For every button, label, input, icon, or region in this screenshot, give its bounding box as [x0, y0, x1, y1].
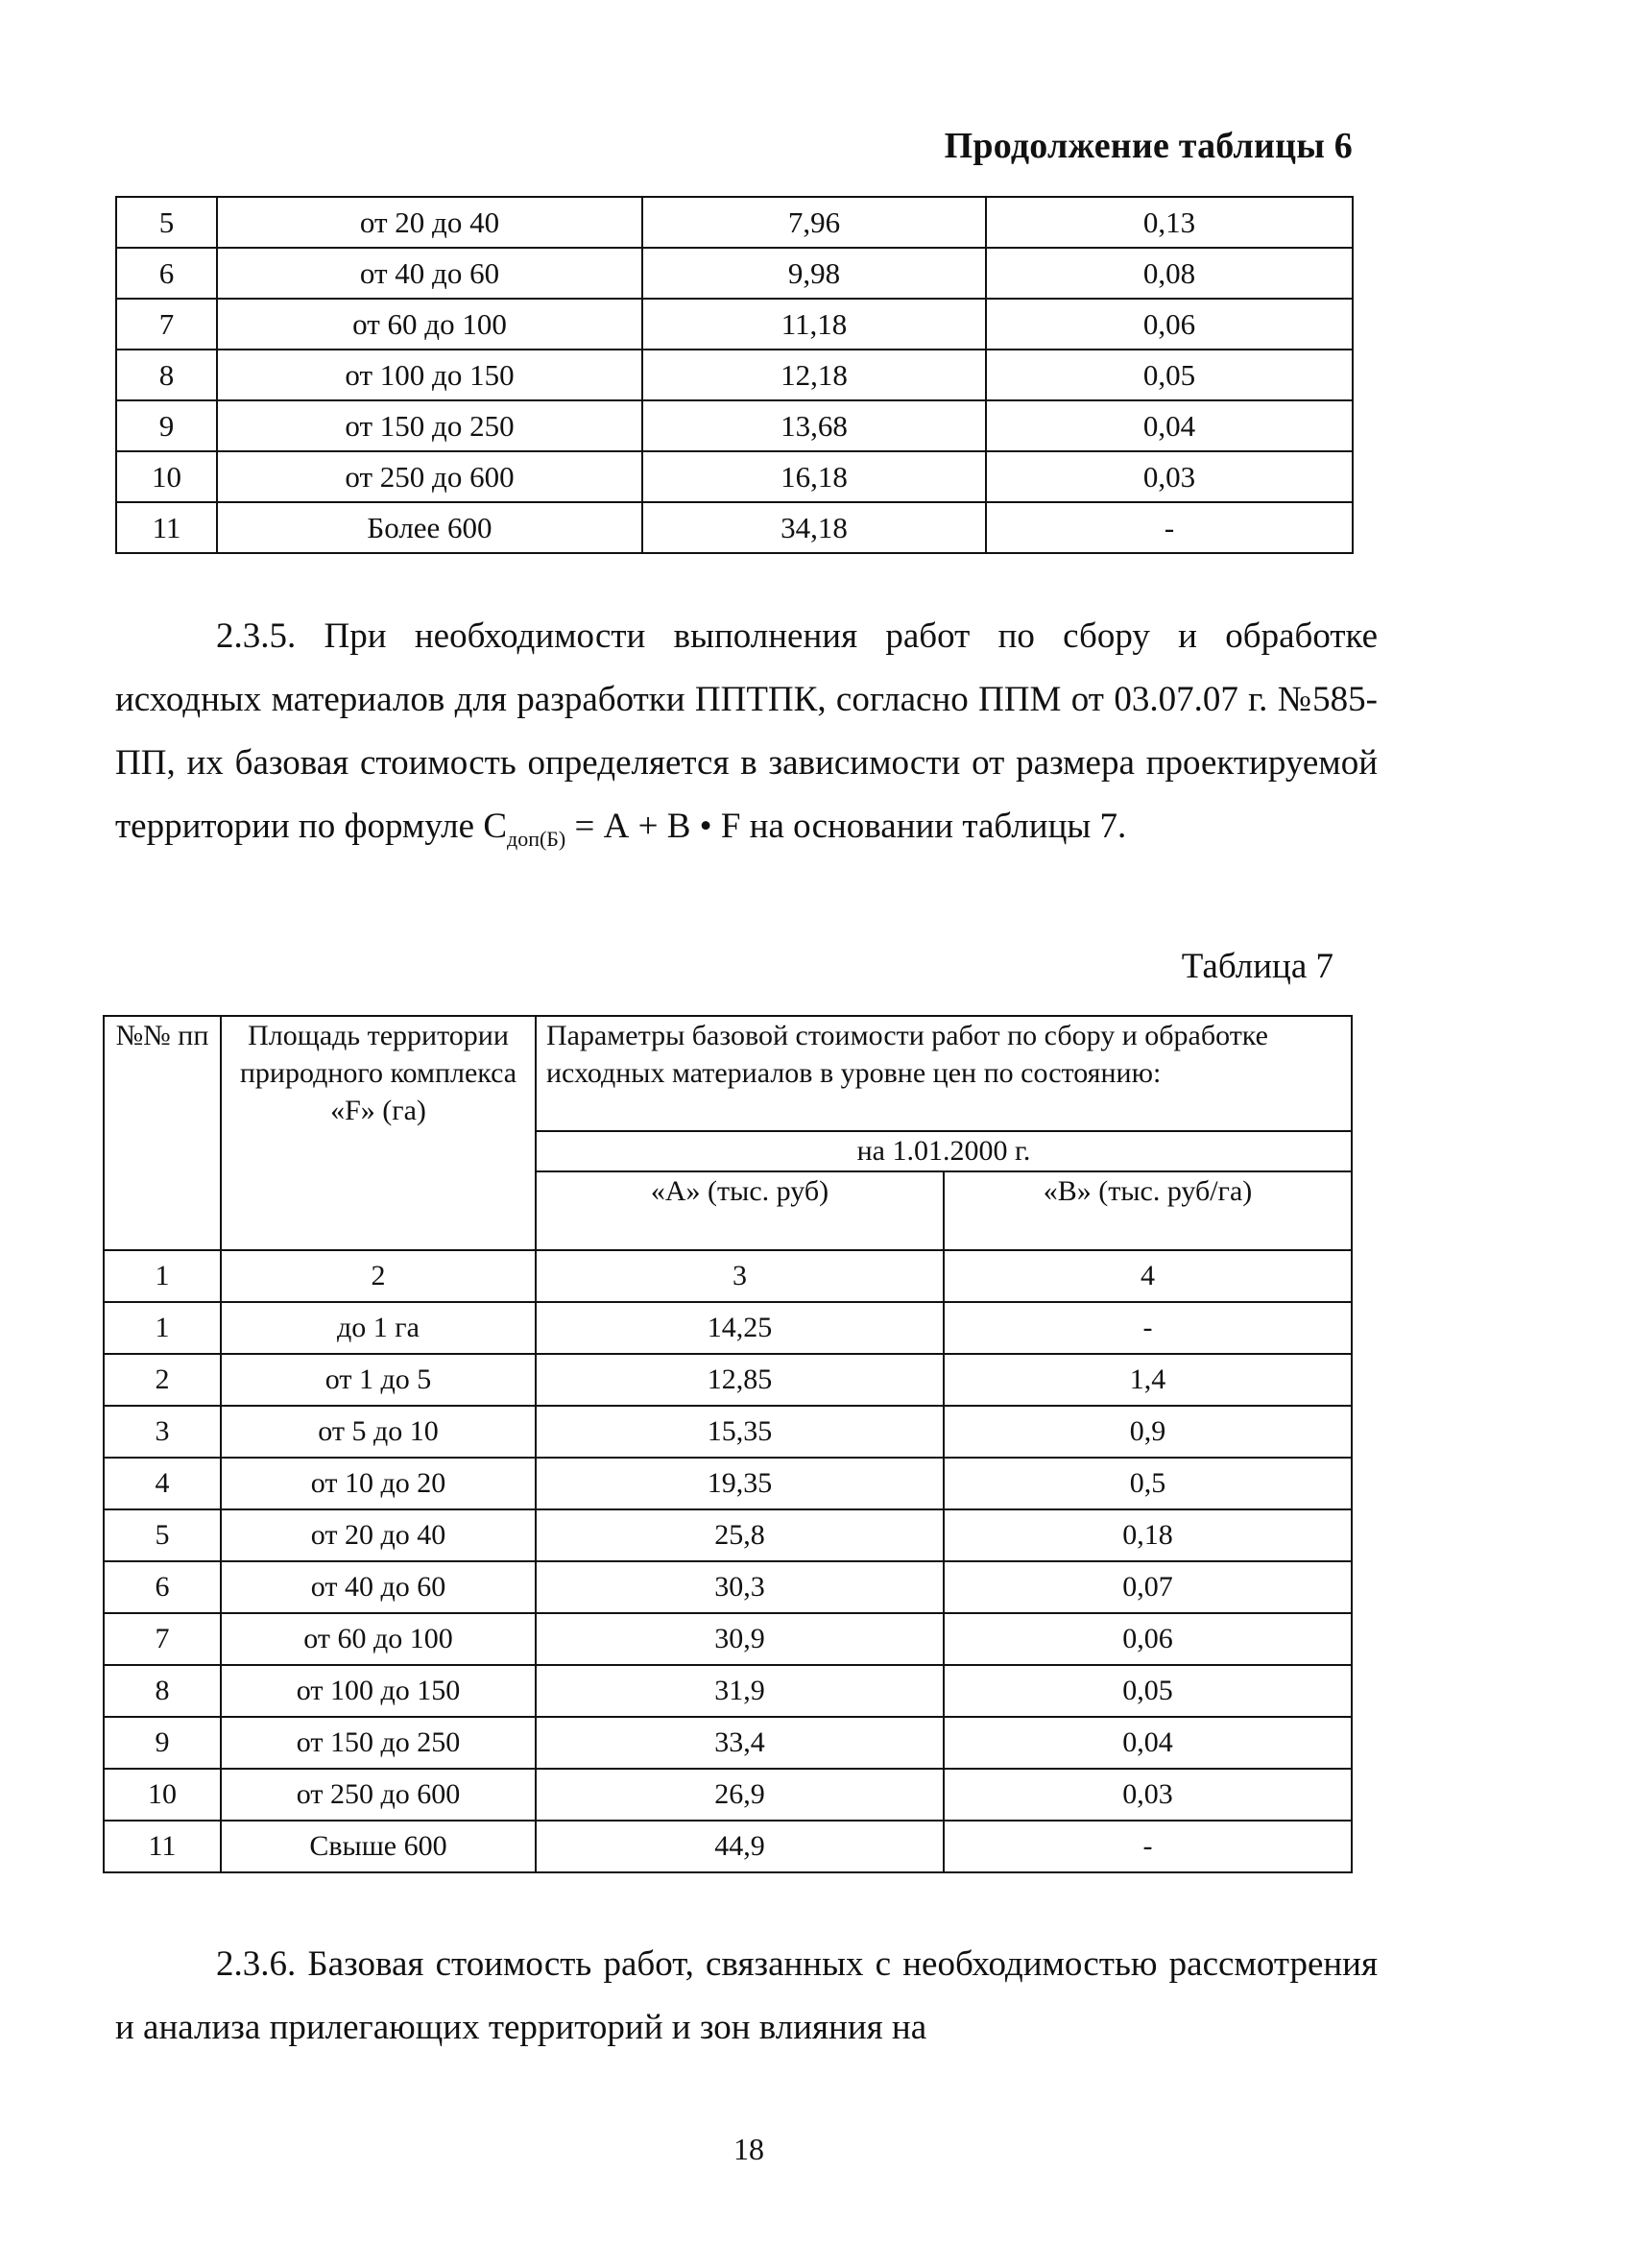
header-col-a: «А» (тыс. руб) [536, 1171, 944, 1250]
table7-row [104, 1821, 1352, 1872]
table-cell: 13,68 [642, 400, 986, 451]
table7-header-row [104, 1016, 1352, 1131]
table6-row [116, 502, 1353, 553]
table-cell: 2 [104, 1354, 221, 1406]
table7-row [104, 1561, 1352, 1613]
colnum-4: 4 [944, 1250, 1352, 1302]
table-cell: 10 [116, 451, 217, 502]
table-cell: 9 [116, 400, 217, 451]
table-cell: 0,03 [986, 451, 1353, 502]
table7-row [104, 1769, 1352, 1821]
table7-row [104, 1354, 1352, 1406]
table-cell: 6 [116, 248, 217, 299]
table7-colnum-row [104, 1250, 1352, 1302]
table-cell: 0,05 [944, 1665, 1352, 1717]
table-cell: до 1 га [221, 1302, 536, 1354]
paragraph-2-3-5-formula: = А + В • F на основании таблицы 7. [565, 807, 1127, 846]
table-cell: 5 [116, 197, 217, 248]
table7-row [104, 1717, 1352, 1769]
header-area: Площадь территории природного комплекса «F» (га) [221, 1016, 536, 1250]
table-cell: 9 [104, 1717, 221, 1769]
table-cell: 12,18 [642, 350, 986, 400]
table-cell: 12,85 [536, 1354, 944, 1406]
table-cell: 44,9 [536, 1821, 944, 1872]
header-date: на 1.01.2000 г. [536, 1131, 1352, 1171]
table6-row [116, 350, 1353, 400]
table-cell: 31,9 [536, 1665, 944, 1717]
table-cell: Свыше 600 [221, 1821, 536, 1872]
table6-row [116, 299, 1353, 350]
table-cell: 4 [104, 1458, 221, 1509]
table-cell: 30,3 [536, 1561, 944, 1613]
table-cell: 19,35 [536, 1458, 944, 1509]
paragraph-2-3-5 [115, 605, 1378, 871]
page-number: 18 [733, 2132, 764, 2166]
table-cell: от 40 до 60 [221, 1561, 536, 1613]
table-cell: 0,18 [944, 1509, 1352, 1561]
table7-row [104, 1406, 1352, 1458]
table7-row [104, 1665, 1352, 1717]
header-num: №№ пп [104, 1016, 221, 1250]
header-col-b: «В» (тыс. руб/га) [944, 1171, 1352, 1250]
table-cell: 1,4 [944, 1354, 1352, 1406]
table-cell: от 20 до 40 [221, 1509, 536, 1561]
table-cell: 8 [104, 1665, 221, 1717]
table-cell: 7,96 [642, 197, 986, 248]
table7-row [104, 1458, 1352, 1509]
table7-row [104, 1302, 1352, 1354]
table-cell: от 250 до 600 [217, 451, 642, 502]
table6-row [116, 248, 1353, 299]
table-cell: 9,98 [642, 248, 986, 299]
table-cell: Более 600 [217, 502, 642, 553]
table-cell: от 250 до 600 [221, 1769, 536, 1821]
table-cell: от 150 до 250 [221, 1717, 536, 1769]
table7 [103, 1015, 1353, 1873]
table-cell: 10 [104, 1769, 221, 1821]
header-params: Параметры базовой стоимости работ по сбору и обработке исходных материалов в уровне цен по состоянию: [536, 1016, 1352, 1131]
table-cell: 15,35 [536, 1406, 944, 1458]
table-cell: 7 [104, 1613, 221, 1665]
table-cell: 25,8 [536, 1509, 944, 1561]
table-cell: от 20 до 40 [217, 197, 642, 248]
table-cell: 11 [116, 502, 217, 553]
table-cell: 30,9 [536, 1613, 944, 1665]
colnum-1: 1 [104, 1250, 221, 1302]
table-cell: от 150 до 250 [217, 400, 642, 451]
table-cell: от 60 до 100 [217, 299, 642, 350]
table-cell: 11,18 [642, 299, 986, 350]
table-cell: 0,05 [986, 350, 1353, 400]
table-cell: 0,03 [944, 1769, 1352, 1821]
table-cell: 14,25 [536, 1302, 944, 1354]
table7-row [104, 1613, 1352, 1665]
table7-row [104, 1509, 1352, 1561]
table-cell: от 100 до 150 [217, 350, 642, 400]
table-cell: 34,18 [642, 502, 986, 553]
table-cell: от 100 до 150 [221, 1665, 536, 1717]
table6-continuation-title: Продолжение таблицы 6 [944, 126, 1353, 166]
table-cell: от 60 до 100 [221, 1613, 536, 1665]
table7-title: Таблица 7 [1181, 947, 1333, 986]
table-cell: 26,9 [536, 1769, 944, 1821]
table-cell: 0,06 [944, 1613, 1352, 1665]
table6-row [116, 197, 1353, 248]
table-cell: 11 [104, 1821, 221, 1872]
table-cell: 0,07 [944, 1561, 1352, 1613]
table6-continuation [115, 196, 1354, 554]
table-cell: от 5 до 10 [221, 1406, 536, 1458]
table6-row [116, 451, 1353, 502]
table-cell: 0,5 [944, 1458, 1352, 1509]
table-cell: 6 [104, 1561, 221, 1613]
table-cell: - [944, 1302, 1352, 1354]
table-cell: 0,06 [986, 299, 1353, 350]
table-cell: от 40 до 60 [217, 248, 642, 299]
table-cell: от 10 до 20 [221, 1458, 536, 1509]
table-cell: - [986, 502, 1353, 553]
table-cell: 0,08 [986, 248, 1353, 299]
table-cell: 8 [116, 350, 217, 400]
table-cell: 5 [104, 1509, 221, 1561]
table-cell: 16,18 [642, 451, 986, 502]
paragraph-2-3-6-text: 2.3.6. Базовая стоимость работ, связанных с необходимостью рассмотрения и анализа прилегающих территорий и зон влияния на [115, 1944, 1378, 2047]
table-cell: 3 [104, 1406, 221, 1458]
table-cell: 0,13 [986, 197, 1353, 248]
paragraph-2-3-6 [115, 1933, 1378, 2060]
table-cell: 7 [116, 299, 217, 350]
colnum-3: 3 [536, 1250, 944, 1302]
table-cell: 33,4 [536, 1717, 944, 1769]
colnum-2: 2 [221, 1250, 536, 1302]
table-cell: 0,9 [944, 1406, 1352, 1458]
table-cell: 1 [104, 1302, 221, 1354]
formula-subscript: доп(Б) [507, 827, 566, 851]
table-cell: 0,04 [944, 1717, 1352, 1769]
table6-row [116, 400, 1353, 451]
paragraph-2-3-5-text: 2.3.5. При необходимости выполнения работ по сбору и обработке исходных материалов для разработки ППТПК, согласно ППМ от 03.07.07 г. №585-ПП, их базовая стоимость определяется в зависимости от размера проектируемой территории по формуле С [115, 616, 1378, 846]
table-cell: - [944, 1821, 1352, 1872]
table-cell: от 1 до 5 [221, 1354, 536, 1406]
table-cell: 0,04 [986, 400, 1353, 451]
